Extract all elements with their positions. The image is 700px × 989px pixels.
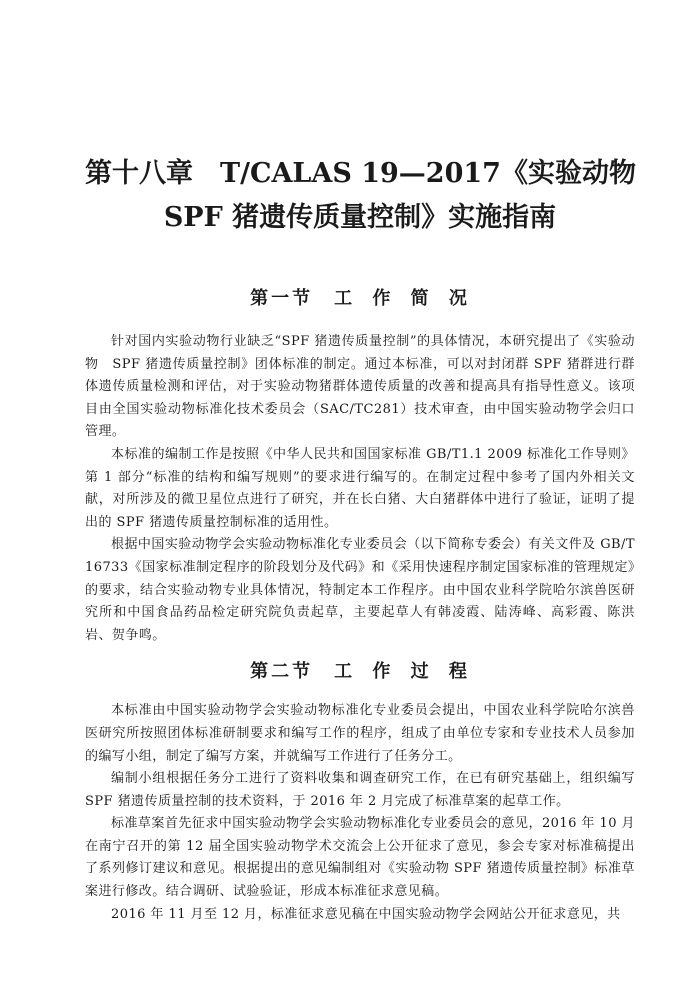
section-2-paragraph-4: 2016 年 11 月至 12 月，标准征求意见稿在中国实验动物学会网站公开征求意见，共 [111, 906, 621, 922]
chapter-title-line-2: SPF 猪遗传质量控制》实施指南 [163, 202, 557, 233]
section-2-paragraph-3: 标准草案首先征求中国实验动物学会实验动物标准化专业委员会的意见，2016 年 10 月在南宁召开的第 12 届全国实验动物学术交流会上公开征求了意见，参会专家对标准稿提出了系列修订建议和意见。根据提出的意见编制组对《实验动物 SPF 猪遗传质量控制》标准草案进行修改。结合调研、试验验证，形成本标准征求意见稿。 [85, 816, 635, 900]
section-1-title: 第一节 工 作 简 况 [250, 288, 470, 309]
section-1-paragraph-2: 本标准的编制工作是按照《中华人民共和国国家标准 GB/T1.1 2009 标准化工作导则》第 1 部分“标准的结构和编写规则”的要求进行编写的。在制定过程中参考了国内外相关文献，对所涉及的微卫星位点进行了研究，并在长白猪、大白猪群体中进行了验证，证明了提出的 SPF 猪遗传质量控制标准的适用性。 [85, 446, 635, 530]
document-page [85, 0, 635, 926]
section-2-title: 第二节 工 作 过 程 [250, 661, 470, 683]
chapter-title-line-1: 第十八章 T/CALAS 19—2017《实验动物 [85, 158, 636, 189]
section-2-paragraph-1: 本标准由中国实验动物学会实验动物标准化专业委员会提出，中国农业科学院哈尔滨兽医研究所按照团体标准研制要求和编写工作的程序，组成了由单位专家和专业技术人员参加的编写小组，制定了编写方案，并就编写工作进行了任务分工。 [85, 703, 635, 764]
section-1-paragraph-3: 根据中国实验动物学会实验动物标准化专业委员会（以下简称专委会）有关文件及 GB/T 16733《国家标准制定程序的阶段划分及代码》和《采用快速程序制定国家标准的管理规定》的要求，结合实验动物专业具体情况，特制定本工作程序。由中国农业科学院哈尔滨兽医研究所和中国食品药品检定研究院负责起草，主要起草人有韩凌霞、陆涛峰、高彩霞、陈洪岩、贺争鸣。 [85, 537, 635, 643]
chapter-title [85, 152, 635, 240]
section-1-paragraph-1: 针对国内实验动物行业缺乏“SPF 猪遗传质量控制”的具体情况，本研究提出了《实验动物 SPF 猪遗传质量控制》团体标准的制定。通过本标准，可以对封闭群 SPF 猪群进行群体遗传质量检测和评估，对于实验动物猪群体遗传质量的改善和提高具有指导性意义。该项目由全国实验动物标准化技术委员会（SAC/TC281）技术审查，由中国实验动物学会归口管理。 [85, 334, 635, 440]
section-2-paragraph-2: 编制小组根据任务分工进行了资料收集和调查研究工作，在已有研究基础上，组织编写 SPF 猪遗传质量控制的技术资料，于 2016 年 2 月完成了标准草案的起草工作。 [85, 771, 635, 809]
